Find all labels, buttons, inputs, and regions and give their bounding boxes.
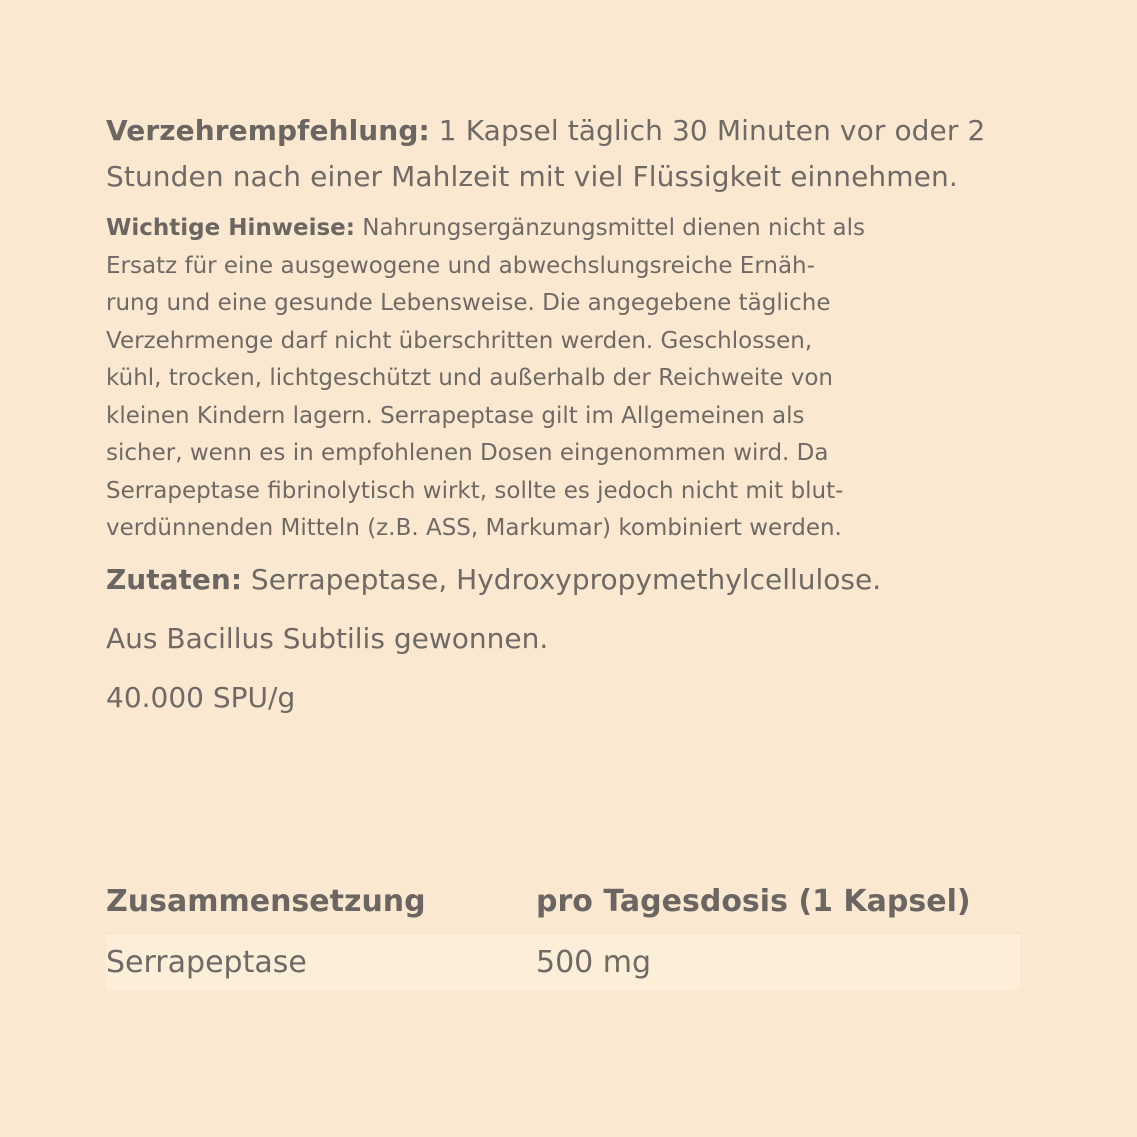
activity-text: 40.000 SPU/g: [106, 680, 296, 714]
ingredients-text: Serrapeptase, Hydroxypropymethylcellulose.: [242, 562, 882, 596]
notes-line: Serrapeptase fibrinolytisch wirkt, sollte es jedoch nicht mit blut-: [106, 477, 844, 504]
header-daily-dose: pro Tagesdosis (1 Kapsel): [536, 883, 971, 919]
row-ingredient: Serrapeptase: [106, 944, 307, 980]
notes-line: kühl, trocken, lichtgeschützt und außerhalb der Reichweite von: [106, 365, 834, 391]
table-header: [106, 870, 1020, 932]
ingredients-label: Zutaten:: [106, 562, 243, 596]
header-composition: Zusammensetzung: [106, 883, 426, 919]
notes-line: kleinen Kindern lagern. Serrapeptase gilt im Allgemeinen als: [106, 402, 805, 429]
notes-line: rung und eine gesunde Lebensweise. Die angegebene tägliche: [106, 290, 831, 316]
notes-line: Verzehrmenge darf nicht überschritten werden. Geschlossen,: [106, 327, 813, 354]
notes-line: [106, 210, 1026, 248]
row-amount: 500 mg: [536, 944, 652, 980]
notes-line: Ersatz für eine ausgewogene und abwechslungsreiche Ernäh-: [106, 252, 815, 279]
important-notes: [106, 210, 1026, 548]
ingredients: [106, 560, 1026, 600]
composition-table: [106, 870, 1020, 990]
notes-label: Wichtige Hinweise:: [106, 215, 355, 241]
source-text: Aus Bacillus Subtilis gewonnen.: [106, 621, 549, 655]
product-info: [106, 108, 1026, 737]
dosage-recommendation: [106, 108, 1026, 200]
dosage-label: Verzehrempfehlung:: [106, 114, 430, 147]
notes-line: verdünnenden Mitteln (z.B. ASS, Markumar) kombiniert werden.: [106, 515, 842, 541]
dosage-text: 1 Kapsel täglich 30 Minuten vor oder 2 Stunden nach einer Mahlzeit mit viel Flüssigkeit einnehmen.: [106, 114, 986, 193]
notes-line: sicher, wenn es in empfohlenen Dosen eingenommen wird. Da: [106, 440, 829, 466]
table-row: [106, 932, 1020, 990]
notes-text: Nahrungsergänzungsmittel dienen nicht als: [354, 215, 866, 241]
